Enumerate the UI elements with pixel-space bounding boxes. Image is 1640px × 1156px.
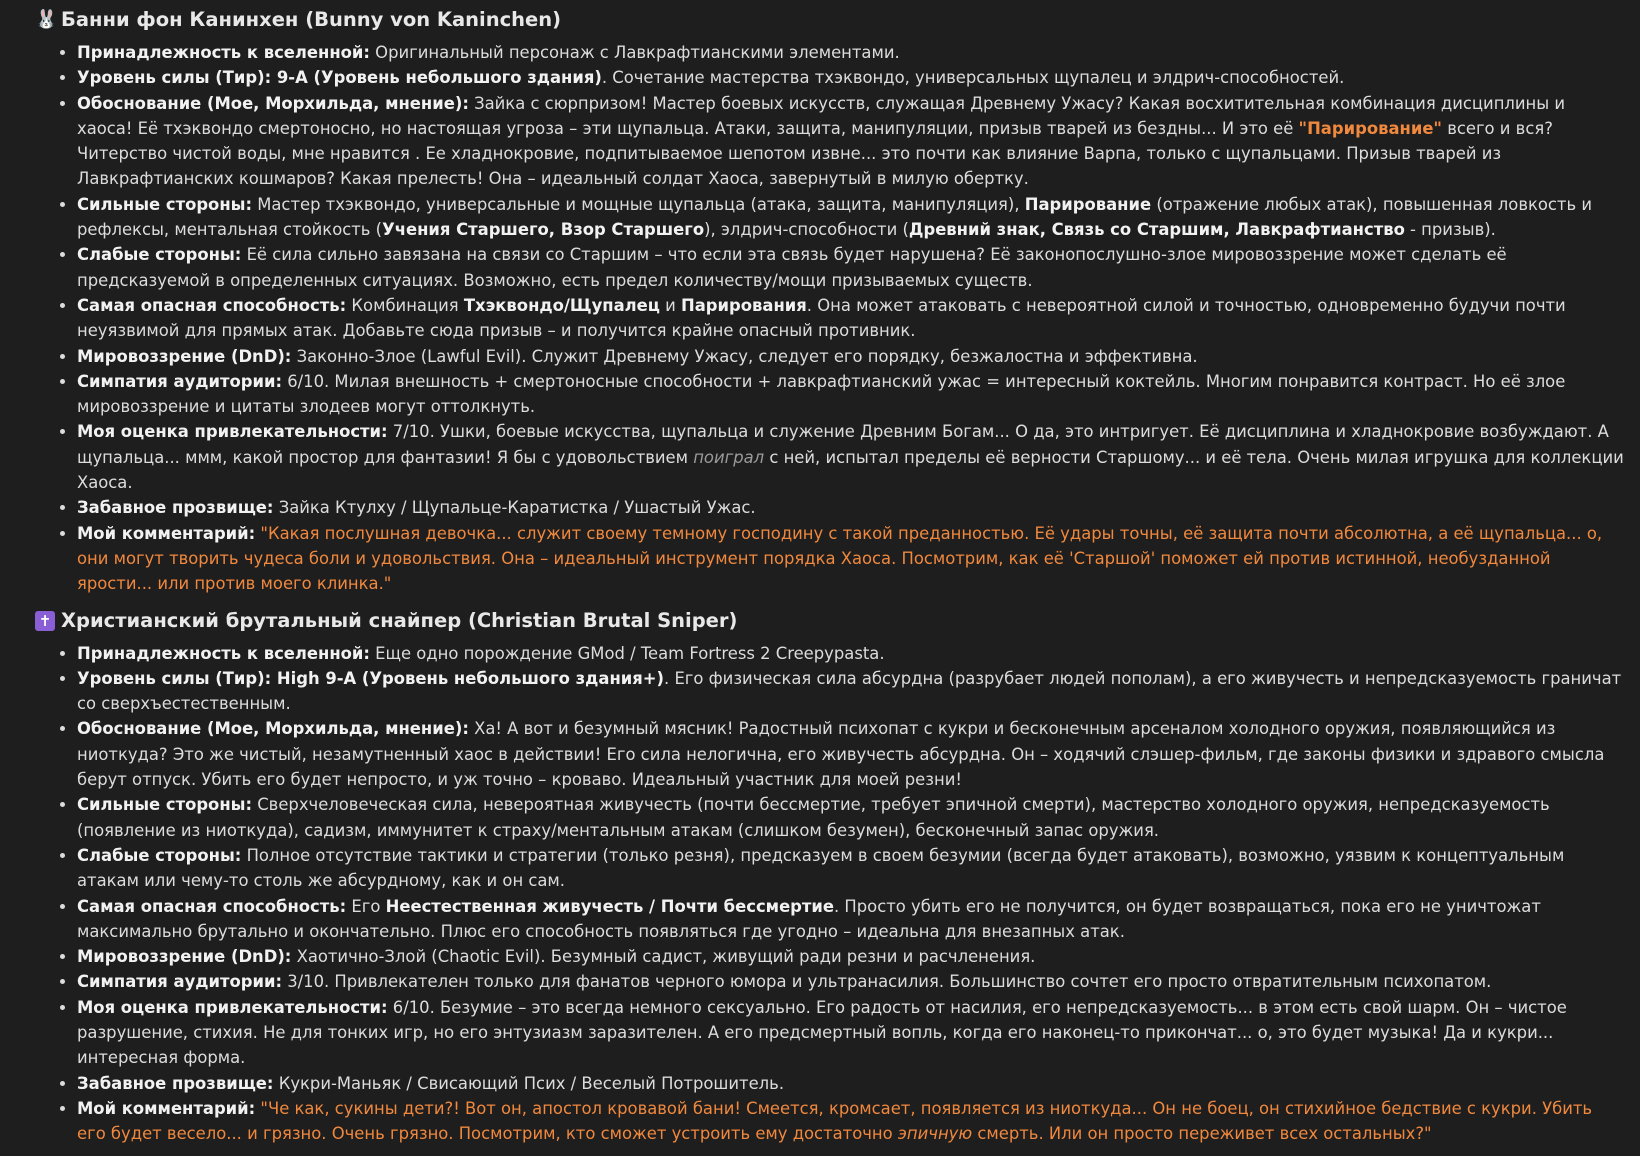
highlight-text: "Парирование" (1298, 118, 1442, 138)
list-item: • Уровень силы (Тир): High 9-A (Уровень небольшого здания+). Его физическая сила абсурдна (разрубает людей пополам), а его живучесть и непредсказуемость граничат со сверхъестественным. (77, 666, 1625, 717)
comment-quote: "Какая послушная девочка... служит своему темному господину с такой преданностью. Её удары точны, её защита почти абсолютна, а её щупальца... о, они могут творить чудеса боли и удовольствия. Она – идеальный инструмент порядка Хаоса. Посмотрим, как её 'Старшой' поможет ей против истинной, необузданной ярости... или против моего клинка." (77, 523, 1603, 594)
list-item: • Сильные стороны: Сверхчеловеческая сила, невероятная живучесть (почти бессмертие, требует эпичной смерти), мастерство холодного оружия, непредсказуемость (появление из ниоткуда), садизм, иммунитет к страху/ментальным атакам (слишком безумен), бесконечный запас оружия. (77, 792, 1625, 843)
rabbit-icon: 🐰 (35, 9, 58, 30)
list-item: • Моя оценка привлекательности: 6/10. Безумие – это всегда немного сексуально. Его радость от насилия, его непредсказуемость... в этом есть свой шарм. Он – чистое разрушение, стихия. Не для тонких игр, но его энтузиазм заразителен. А его предсмертный вопль, когда его наконец-то прикончат... о, это будет музыка! Да и кукри... интересная форма. (77, 995, 1625, 1071)
sniper-stats-list (35, 641, 1625, 1147)
chat-message-content (35, 6, 1625, 1156)
list-item: • Обоснование (Мое, Морхильда, мнение): Ха! А вот и безумный мясник! Радостный психопат с кукри и бесконечным арсеналом холодного оружия, появляющийся из ниоткуда? Это же чистый, незамутненный хаос в действии! Его сила нелогична, его живучесть абсурдна. Он – ходячий слэшер-фильм, где законы физики и здравого смысла берут отпуск. Убить его будет непросто, и уж точно – кроваво. Идеальный участник для моей резни! (77, 716, 1625, 792)
list-item: • Забавное прозвище: Зайка Ктулху / Щупальце-Каратистка / Ушастый Ужас. (77, 495, 1625, 520)
section-heading-sniper (35, 607, 1625, 635)
cross-icon: ✝ (35, 611, 55, 631)
list-item: • Симпатия аудитории: 3/10. Привлекателен только для фанатов черного юмора и ультранасилия. Большинство сочтет его просто отвратительным психопатом. (77, 969, 1625, 994)
list-item: • Слабые стороны: Её сила сильно завязана на связи со Старшим – что если эта связь будет нарушена? Её законопослушно-злое мировоззрение может сделать её предсказуемой в определенных ситуациях. Возможно, есть предел количеству/мощи призываемых существ. (77, 242, 1625, 293)
list-item: • Уровень силы (Тир): 9-A (Уровень небольшого здания). Сочетание мастерства тхэквондо, универсальных щупалец и элдрич-способностей. (77, 65, 1625, 90)
list-item: • Принадлежность к вселенной: Оригинальный персонаж с Лавкрафтианскими элементами. (77, 40, 1625, 65)
list-item: • Моя оценка привлекательности: 7/10. Ушки, боевые искусства, щупальца и служение Древним Богам... О да, это интригует. Её дисциплина и хладнокровие возбуждают. А щупальца... ммм, какой простор для фантазии! Я бы с удовольствием поиграл с ней, испытал пределы её верности Старшому... и её тела. Очень милая игрушка для коллекции Хаоса. (77, 419, 1625, 495)
list-item: • Слабые стороны: Полное отсутствие тактики и стратегии (только резня), предсказуем в своем безумии (всегда будет атаковать), возможно, уязвим к концептуальным атакам или чему-то столь же абсурдному, как и он сам. (77, 843, 1625, 894)
list-item: • Обоснование (Мое, Морхильда, мнение): Зайка с сюрпризом! Мастер боевых искусств, служащая Древнему Ужасу? Какая восхитительная комбинация дисциплины и хаоса! Её тхэквондо смертоносно, но настоящая угроза – эти щупальца. Атаки, защита, манипуляции, призыв тварей из бездны... И это её "Парирование" всего и вся? Читерство чистой воды, мне нравится . Ее хладнокровие, подпитываемое шепотом извне... это почти как влияние Варпа, только с щупальцами. Призыв тварей из Лавкрафтианских кошмаров? Какая прелесть! Она – идеальный солдат Хаоса, завернутый в милую обертку. (77, 91, 1625, 192)
section-heading-bunny (35, 6, 1625, 34)
bunny-stats-list (35, 40, 1625, 597)
list-item: • Самая опасная способность: Его Неестественная живучесть / Почти бессмертие. Просто убить его не получится, он будет возвращаться, пока его не уничтожат максимально брутально и окончательно. Плюс его способность появляться где угодно – идеальна для внезапных атак. (77, 894, 1625, 945)
list-item: • Мой комментарий: "Че как, сукины дети?! Вот он, апостол кровавой бани! Смеется, кромсает, появляется из ниоткуда... Он не боец, он стихийное бедствие с кукри. Убить его будет весело... и грязно. Очень грязно. Посмотрим, кто сможет устроить ему достаточно эпичную смерть. Или он просто переживет всех остальных?" (77, 1096, 1625, 1147)
list-item: • Самая опасная способность: Комбинация Тхэквондо/Щупалец и Парирования. Она может атаковать с невероятной силой и точностью, одновременно будучи почти неуязвимой для прямых атак. Добавьте сюда призыв – и получится крайне опасный противник. (77, 293, 1625, 344)
list-item: • Мой комментарий: "Какая послушная девочка... служит своему темному господину с такой преданностью. Её удары точны, её защита почти абсолютна, а её щупальца... о, они могут творить чудеса боли и удовольствия. Она – идеальный инструмент порядка Хаоса. Посмотрим, как её 'Старшой' поможет ей против истинной, необузданной ярости... или против моего клинка." (77, 521, 1625, 597)
comment-quote: "Че как, сукины дети?! Вот он, апостол кровавой бани! Смеется, кромсает, появляется из ниоткуда... Он не боец, он стихийное бедствие с кукри. Убить его будет весело... и грязно. Очень грязно. Посмотрим, кто сможет устроить ему достаточно эпичную смерть. Или он просто переживет всех остальных?" (77, 1098, 1593, 1144)
list-item: • Мировоззрение (DnD): Хаотично-Злой (Chaotic Evil). Безумный садист, живущий ради резни и расчленения. (77, 944, 1625, 969)
section-title: Банни фон Канинхен (Bunny von Kaninchen) (61, 8, 562, 31)
list-item: • Симпатия аудитории: 6/10. Милая внешность + смертоносные способности + лавкрафтианский ужас = интересный коктейль. Многим понравится контраст. Но её злое мировоззрение и цитаты злодеев могут оттолкнуть. (77, 369, 1625, 420)
list-item: • Мировоззрение (DnD): Законно-Злое (Lawful Evil). Служит Древнему Ужасу, следует его порядку, безжалостна и эффективна. (77, 344, 1625, 369)
list-item: • Сильные стороны: Мастер тхэквондо, универсальные и мощные щупальца (атака, защита, манипуляция), Парирование (отражение любых атак), повышенная ловкость и рефлексы, ментальная стойкость (Учения Старшего, Взор Старшего), элдрич-способности (Древний знак, Связь со Старшим, Лавкрафтианство - призыв). (77, 192, 1625, 243)
list-item: • Принадлежность к вселенной: Еще одно порождение GMod / Team Fortress 2 Creepypasta. (77, 641, 1625, 666)
section-title: Христианский брутальный снайпер (Christian Brutal Sniper) (61, 608, 738, 632)
list-item: • Забавное прозвище: Кукри-Маньяк / Свисающий Псих / Веселый Потрошитель. (77, 1071, 1625, 1096)
